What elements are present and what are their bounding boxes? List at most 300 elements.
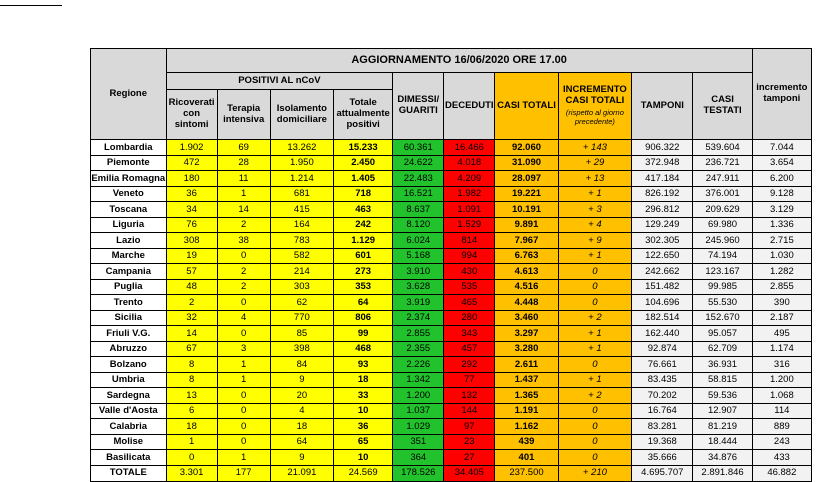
cell-incremento: + 143 (558, 140, 632, 156)
cell-totale-positivi: 18 (334, 372, 393, 388)
table-row (91, 217, 812, 233)
top-rule (0, 5, 62, 6)
cell-dimessi: 1.029 (393, 419, 444, 435)
cell-dimessi: 2.374 (393, 310, 444, 326)
cell-totale-positivi: 242 (334, 217, 393, 233)
cell-ricoverati: 48 (166, 279, 217, 295)
cell-deceduti: 27 (444, 450, 495, 466)
header-regione: Regione (91, 49, 167, 140)
cell-incremento: 0 (558, 264, 632, 280)
cell-deceduti: 4.018 (444, 155, 495, 171)
cell-tamponi: 92.874 (632, 341, 693, 357)
cell-incremento-tamponi: 889 (752, 419, 811, 435)
cell-casi-totali: 4.516 (495, 279, 558, 295)
cell-casi-testati: 69.980 (693, 217, 752, 233)
cell-ricoverati: 14 (166, 326, 217, 342)
cell-terapia: 1 (217, 186, 270, 202)
table-body (91, 140, 812, 482)
cell-totale-positivi: 36 (334, 419, 393, 435)
cell-dimessi: 60.361 (393, 140, 444, 156)
header-isolamento: Isolamento domiciliare (270, 90, 333, 140)
cell-terapia: 1 (217, 450, 270, 466)
cell-incremento-tamponi: 2.855 (752, 279, 811, 295)
cell-incremento-tamponi: 2.187 (752, 310, 811, 326)
cell-casi-totali: 9.891 (495, 217, 558, 233)
cell-casi-testati: 18.444 (693, 434, 752, 450)
cell-dimessi: 6.024 (393, 233, 444, 249)
cell-regione: Lazio (91, 233, 167, 249)
cell-deceduti: 34.405 (444, 465, 495, 481)
cell-totale-positivi: 2.450 (334, 155, 393, 171)
cell-casi-totali: 1.191 (495, 403, 558, 419)
header-casi-totali: CASI TOTALI (495, 73, 558, 140)
cell-dimessi: 1.037 (393, 403, 444, 419)
cell-casi-testati: 12.907 (693, 403, 752, 419)
cell-tamponi: 122.650 (632, 248, 693, 264)
cell-casi-totali: 1.162 (495, 419, 558, 435)
cell-incremento-tamponi: 46.882 (752, 465, 811, 481)
cell-casi-totali: 4.448 (495, 295, 558, 311)
cell-casi-totali: 92.060 (495, 140, 558, 156)
cell-regione: Trento (91, 295, 167, 311)
cell-isolamento: 1.950 (270, 155, 333, 171)
cell-casi-testati: 247.911 (693, 171, 752, 187)
cell-terapia: 0 (217, 403, 270, 419)
cell-isolamento: 18 (270, 419, 333, 435)
cell-incremento: 0 (558, 279, 632, 295)
update-title: AGGIORNAMENTO 16/06/2020 ORE 17.00 (166, 49, 752, 73)
cell-isolamento: 85 (270, 326, 333, 342)
table-row (91, 419, 812, 435)
cell-deceduti: 23 (444, 434, 495, 450)
cell-deceduti: 465 (444, 295, 495, 311)
cell-isolamento: 20 (270, 388, 333, 404)
header-ricoverati: Ricoverati con sintomi (166, 90, 217, 140)
cell-ricoverati: 32 (166, 310, 217, 326)
cell-regione: Molise (91, 434, 167, 450)
header-casi-testati: CASI TESTATI (693, 73, 752, 140)
table-row (91, 326, 812, 342)
cell-isolamento: 84 (270, 357, 333, 373)
cell-dimessi: 364 (393, 450, 444, 466)
cell-deceduti: 343 (444, 326, 495, 342)
cell-incremento: + 29 (558, 155, 632, 171)
cell-incremento-tamponi: 1.174 (752, 341, 811, 357)
cell-isolamento: 13.262 (270, 140, 333, 156)
cell-casi-testati: 81.219 (693, 419, 752, 435)
cell-incremento-tamponi: 1.200 (752, 372, 811, 388)
cell-casi-testati: 209.629 (693, 202, 752, 218)
table-row (91, 140, 812, 156)
cell-deceduti: 97 (444, 419, 495, 435)
cell-terapia: 1 (217, 372, 270, 388)
cell-deceduti: 77 (444, 372, 495, 388)
cell-regione: Emilia Romagna (91, 171, 167, 187)
cell-isolamento: 303 (270, 279, 333, 295)
cell-casi-totali: 6.763 (495, 248, 558, 264)
cell-tamponi: 70.202 (632, 388, 693, 404)
cell-tamponi: 372.948 (632, 155, 693, 171)
header-deceduti: DECEDUTI (444, 73, 495, 140)
cell-terapia: 0 (217, 434, 270, 450)
table-row (91, 202, 812, 218)
cell-dimessi: 178.526 (393, 465, 444, 481)
cell-ricoverati: 13 (166, 388, 217, 404)
cell-deceduti: 457 (444, 341, 495, 357)
table-row (91, 450, 812, 466)
cell-terapia: 14 (217, 202, 270, 218)
header-blank: incremento tamponi (752, 49, 811, 140)
cell-totale-positivi: 353 (334, 279, 393, 295)
cell-tamponi: 104.696 (632, 295, 693, 311)
cell-casi-testati: 99.985 (693, 279, 752, 295)
cell-terapia: 2 (217, 217, 270, 233)
table-row (91, 264, 812, 280)
header-incremento-note: (rispetto al giorno precedente) (565, 108, 624, 126)
cell-incremento-tamponi: 7.044 (752, 140, 811, 156)
cell-tamponi: 83.435 (632, 372, 693, 388)
cell-casi-testati: 152.670 (693, 310, 752, 326)
cell-casi-testati: 74.194 (693, 248, 752, 264)
cell-casi-totali: 28.097 (495, 171, 558, 187)
cell-isolamento: 582 (270, 248, 333, 264)
cell-deceduti: 144 (444, 403, 495, 419)
cell-casi-totali: 2.611 (495, 357, 558, 373)
cell-regione: Piemonte (91, 155, 167, 171)
cell-incremento-tamponi: 243 (752, 434, 811, 450)
table-row (91, 357, 812, 373)
cell-totale-positivi: 65 (334, 434, 393, 450)
cell-totale-positivi: 1.129 (334, 233, 393, 249)
cell-incremento: + 9 (558, 233, 632, 249)
cell-totale-positivi: 15.233 (334, 140, 393, 156)
cell-isolamento: 415 (270, 202, 333, 218)
cell-regione: Liguria (91, 217, 167, 233)
cell-regione: Campania (91, 264, 167, 280)
cell-totale-positivi: 718 (334, 186, 393, 202)
cell-tamponi: 35.666 (632, 450, 693, 466)
cell-incremento-tamponi: 3.129 (752, 202, 811, 218)
cell-ricoverati: 36 (166, 186, 217, 202)
cell-dimessi: 1.200 (393, 388, 444, 404)
cell-regione: Calabria (91, 419, 167, 435)
cell-incremento: 0 (558, 419, 632, 435)
cell-terapia: 38 (217, 233, 270, 249)
cell-casi-totali: 3.460 (495, 310, 558, 326)
cell-deceduti: 292 (444, 357, 495, 373)
table-row (91, 295, 812, 311)
cell-incremento: 0 (558, 403, 632, 419)
cell-terapia: 11 (217, 171, 270, 187)
cell-tamponi: 302.305 (632, 233, 693, 249)
table-row (91, 171, 812, 187)
cell-dimessi: 3.919 (393, 295, 444, 311)
cell-terapia: 0 (217, 295, 270, 311)
cell-incremento: + 1 (558, 372, 632, 388)
cell-casi-testati: 59.536 (693, 388, 752, 404)
cell-dimessi: 8.637 (393, 202, 444, 218)
cell-dimessi: 2.355 (393, 341, 444, 357)
cell-terapia: 1 (217, 357, 270, 373)
cell-dimessi: 22.483 (393, 171, 444, 187)
cell-incremento: + 1 (558, 186, 632, 202)
cell-deceduti: 132 (444, 388, 495, 404)
header-totale-positivi: Totale attualmente positivi (334, 90, 393, 140)
cell-casi-totali: 1.365 (495, 388, 558, 404)
cell-deceduti: 994 (444, 248, 495, 264)
cell-totale-positivi: 468 (334, 341, 393, 357)
header-positivi: POSITIVI AL nCoV (166, 73, 393, 90)
cell-deceduti: 1.982 (444, 186, 495, 202)
cell-ricoverati: 8 (166, 372, 217, 388)
cell-regione: Veneto (91, 186, 167, 202)
cell-ricoverati: 180 (166, 171, 217, 187)
table-row (91, 233, 812, 249)
cell-isolamento: 1.214 (270, 171, 333, 187)
cell-incremento: 0 (558, 295, 632, 311)
cell-isolamento: 4 (270, 403, 333, 419)
cell-deceduti: 814 (444, 233, 495, 249)
table-row (91, 186, 812, 202)
cell-ricoverati: 76 (166, 217, 217, 233)
cell-incremento-tamponi: 2.715 (752, 233, 811, 249)
cell-casi-testati: 55.530 (693, 295, 752, 311)
cell-dimessi: 8.120 (393, 217, 444, 233)
cell-totale-positivi: 64 (334, 295, 393, 311)
cell-totale-positivi: 1.405 (334, 171, 393, 187)
cell-ricoverati: 472 (166, 155, 217, 171)
cell-totale-positivi: 601 (334, 248, 393, 264)
cell-ricoverati: 0 (166, 450, 217, 466)
cell-ricoverati: 19 (166, 248, 217, 264)
cell-isolamento: 164 (270, 217, 333, 233)
cell-tamponi: 76.661 (632, 357, 693, 373)
cell-tamponi: 151.482 (632, 279, 693, 295)
cell-isolamento: 64 (270, 434, 333, 450)
cell-incremento-tamponi: 1.068 (752, 388, 811, 404)
cell-dimessi: 2.855 (393, 326, 444, 342)
cell-regione: Sardegna (91, 388, 167, 404)
cell-dimessi: 1.342 (393, 372, 444, 388)
cell-terapia: 4 (217, 310, 270, 326)
cell-deceduti: 535 (444, 279, 495, 295)
cell-regione: Puglia (91, 279, 167, 295)
cell-totale-positivi: 463 (334, 202, 393, 218)
cell-casi-totali: 10.191 (495, 202, 558, 218)
cell-incremento: + 2 (558, 310, 632, 326)
cell-incremento: + 1 (558, 248, 632, 264)
cell-tamponi: 19.368 (632, 434, 693, 450)
cell-deceduti: 16.466 (444, 140, 495, 156)
cell-incremento-tamponi: 495 (752, 326, 811, 342)
total-row (91, 465, 812, 481)
cell-deceduti: 1.091 (444, 202, 495, 218)
cell-casi-totali: 3.297 (495, 326, 558, 342)
cell-incremento-tamponi: 114 (752, 403, 811, 419)
table-row (91, 372, 812, 388)
cell-casi-totali: 7.967 (495, 233, 558, 249)
cell-deceduti: 430 (444, 264, 495, 280)
cell-terapia: 0 (217, 419, 270, 435)
cell-tamponi: 83.281 (632, 419, 693, 435)
cell-incremento-tamponi: 316 (752, 357, 811, 373)
cell-incremento-tamponi: 9.128 (752, 186, 811, 202)
cell-ricoverati: 34 (166, 202, 217, 218)
cell-incremento: 0 (558, 357, 632, 373)
cell-totale-positivi: 273 (334, 264, 393, 280)
header-terapia: Terapia intensiva (217, 90, 270, 140)
cell-terapia: 0 (217, 326, 270, 342)
cell-dimessi: 24.622 (393, 155, 444, 171)
cell-ricoverati: 8 (166, 357, 217, 373)
cell-regione: Sicilia (91, 310, 167, 326)
cell-incremento: 0 (558, 450, 632, 466)
cell-casi-testati: 376.001 (693, 186, 752, 202)
cell-deceduti: 4.209 (444, 171, 495, 187)
cell-tamponi: 4.695.707 (632, 465, 693, 481)
cell-casi-testati: 62.709 (693, 341, 752, 357)
cell-regione: Friuli V.G. (91, 326, 167, 342)
cell-dimessi: 2.226 (393, 357, 444, 373)
cell-totale-positivi: 93 (334, 357, 393, 373)
cell-regione: Abruzzo (91, 341, 167, 357)
cell-incremento: + 13 (558, 171, 632, 187)
cell-terapia: 0 (217, 388, 270, 404)
cell-ricoverati: 308 (166, 233, 217, 249)
cell-incremento-tamponi: 1.282 (752, 264, 811, 280)
cell-ricoverati: 57 (166, 264, 217, 280)
cell-totale-positivi: 10 (334, 403, 393, 419)
cell-casi-testati: 34.876 (693, 450, 752, 466)
cell-casi-testati: 539.604 (693, 140, 752, 156)
cell-tamponi: 906.322 (632, 140, 693, 156)
cell-regione: Toscana (91, 202, 167, 218)
cell-isolamento: 398 (270, 341, 333, 357)
cell-tamponi: 242.662 (632, 264, 693, 280)
cell-casi-testati: 58.815 (693, 372, 752, 388)
cell-incremento: + 3 (558, 202, 632, 218)
cell-casi-totali: 19.221 (495, 186, 558, 202)
cell-incremento: + 1 (558, 326, 632, 342)
cell-casi-testati: 36.931 (693, 357, 752, 373)
cell-incremento: + 1 (558, 341, 632, 357)
cell-regione: TOTALE (91, 465, 167, 481)
cell-isolamento: 9 (270, 450, 333, 466)
cell-incremento: + 210 (558, 465, 632, 481)
cell-casi-totali: 3.280 (495, 341, 558, 357)
cell-casi-totali: 1.437 (495, 372, 558, 388)
cell-regione: Bolzano (91, 357, 167, 373)
table-row (91, 279, 812, 295)
header-incremento (558, 73, 632, 140)
cell-dimessi: 5.168 (393, 248, 444, 264)
cell-regione: Basilicata (91, 450, 167, 466)
cell-casi-totali: 4.613 (495, 264, 558, 280)
cell-terapia: 0 (217, 248, 270, 264)
cell-isolamento: 9 (270, 372, 333, 388)
cell-isolamento: 21.091 (270, 465, 333, 481)
cell-tamponi: 16.764 (632, 403, 693, 419)
table-row (91, 388, 812, 404)
cell-terapia: 28 (217, 155, 270, 171)
cell-tamponi: 296.812 (632, 202, 693, 218)
cell-ricoverati: 1 (166, 434, 217, 450)
cell-terapia: 2 (217, 279, 270, 295)
cell-tamponi: 162.440 (632, 326, 693, 342)
cell-casi-testati: 95.057 (693, 326, 752, 342)
cell-incremento-tamponi: 3.654 (752, 155, 811, 171)
cell-tamponi: 826.192 (632, 186, 693, 202)
cell-casi-totali: 31.090 (495, 155, 558, 171)
header-incremento-label: INCREMENTO CASI TOTALI (563, 84, 627, 107)
cell-incremento-tamponi: 1.336 (752, 217, 811, 233)
cell-tamponi: 417.184 (632, 171, 693, 187)
cell-ricoverati: 6 (166, 403, 217, 419)
cell-casi-testati: 245.960 (693, 233, 752, 249)
covid-regions-table (90, 48, 812, 482)
cell-totale-positivi: 99 (334, 326, 393, 342)
table-row (91, 155, 812, 171)
cell-casi-testati: 2.891.846 (693, 465, 752, 481)
table-row (91, 310, 812, 326)
cell-dimessi: 3.628 (393, 279, 444, 295)
cell-ricoverati: 18 (166, 419, 217, 435)
cell-casi-totali: 401 (495, 450, 558, 466)
cell-isolamento: 770 (270, 310, 333, 326)
cell-ricoverati: 3.301 (166, 465, 217, 481)
table-row (91, 341, 812, 357)
cell-totale-positivi: 806 (334, 310, 393, 326)
cell-casi-testati: 236.721 (693, 155, 752, 171)
cell-incremento-tamponi: 1.030 (752, 248, 811, 264)
cell-deceduti: 1.529 (444, 217, 495, 233)
cell-tamponi: 129.249 (632, 217, 693, 233)
cell-incremento-tamponi: 390 (752, 295, 811, 311)
cell-ricoverati: 1.902 (166, 140, 217, 156)
cell-incremento-tamponi: 433 (752, 450, 811, 466)
cell-isolamento: 214 (270, 264, 333, 280)
cell-dimessi: 16.521 (393, 186, 444, 202)
table-row (91, 403, 812, 419)
cell-casi-testati: 123.167 (693, 264, 752, 280)
cell-incremento-tamponi: 6.200 (752, 171, 811, 187)
cell-terapia: 3 (217, 341, 270, 357)
cell-totale-positivi: 24.569 (334, 465, 393, 481)
cell-casi-totali: 237.500 (495, 465, 558, 481)
cell-incremento: + 4 (558, 217, 632, 233)
cell-incremento: + 2 (558, 388, 632, 404)
cell-casi-totali: 439 (495, 434, 558, 450)
header-dimessi: DIMESSI/ GUARITI (393, 73, 444, 140)
cell-regione: Umbria (91, 372, 167, 388)
cell-dimessi: 3.910 (393, 264, 444, 280)
cell-incremento: 0 (558, 434, 632, 450)
cell-deceduti: 280 (444, 310, 495, 326)
cell-totale-positivi: 33 (334, 388, 393, 404)
cell-isolamento: 681 (270, 186, 333, 202)
cell-isolamento: 62 (270, 295, 333, 311)
cell-regione: Lombardia (91, 140, 167, 156)
header-tamponi: TAMPONI (632, 73, 693, 140)
table-row (91, 248, 812, 264)
cell-regione: Marche (91, 248, 167, 264)
table-row (91, 434, 812, 450)
cell-terapia: 2 (217, 264, 270, 280)
cell-ricoverati: 67 (166, 341, 217, 357)
cell-totale-positivi: 10 (334, 450, 393, 466)
cell-isolamento: 783 (270, 233, 333, 249)
cell-regione: Valle d'Aosta (91, 403, 167, 419)
